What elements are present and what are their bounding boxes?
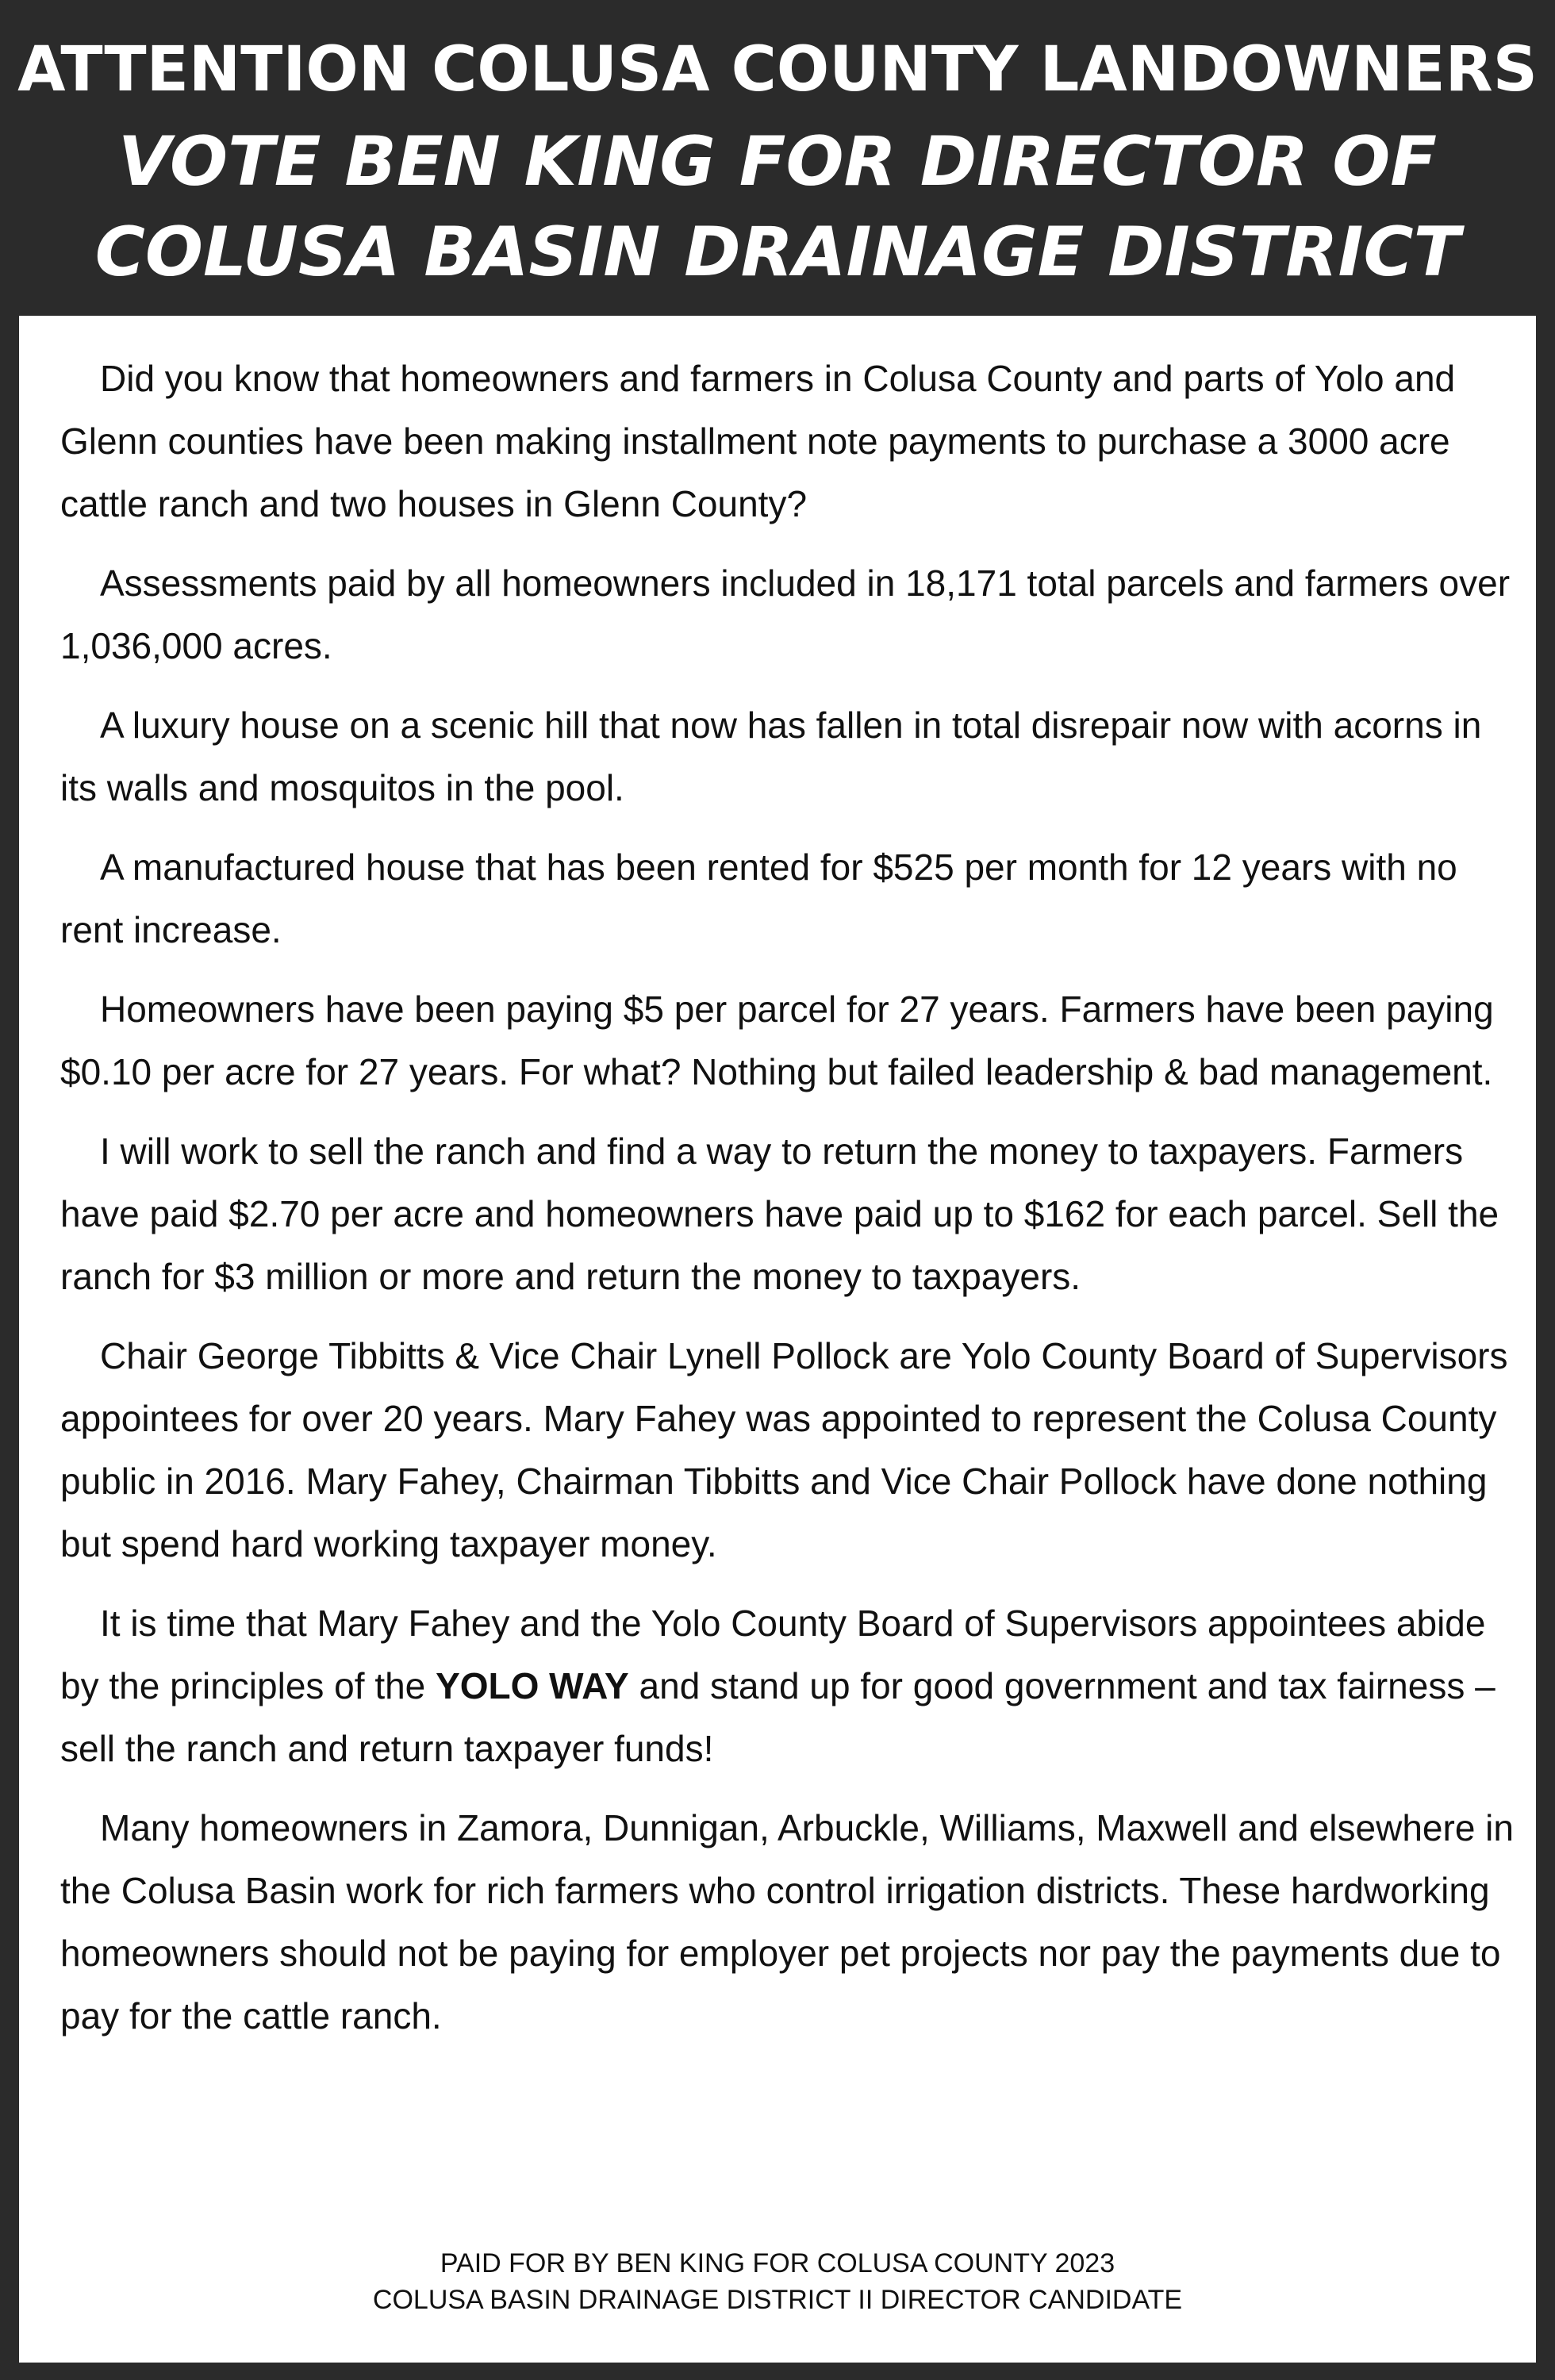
paragraph-yolo-way <box>60 1592 1520 1780</box>
yolo-way-text-before: It is time that Mary Fahey and the Yolo County Board of Supervisors appointees abide by the principles of the <box>60 1603 1486 1706</box>
ad-body-text <box>60 347 1520 2064</box>
paid-for-disclaimer <box>19 2245 1536 2318</box>
disclaimer-line-2: COLUSA BASIN DRAINAGE DISTRICT II DIRECTOR CANDIDATE <box>372 2285 1183 2315</box>
paragraph-sell-ranch: I will work to sell the ranch and find a way to return the money to taxpayers. Farmers have paid $2.70 per acre and homeowners have paid up to $162 for each parcel. Sell the ranch for $3 million or more and return the money to taxpayers. <box>60 1130 1499 1297</box>
paragraph-board-members: Chair George Tibbitts & Vice Chair Lynell Pollock are Yolo County Board of Supervisors appointees for over 20 years. Mary Fahey was appointed to represent the Colusa County public in 2016. Mary Fahey, Chairman Tibbitts and Vice Chair Pollock have done nothing but spend hard working taxpayer money. <box>60 1335 1508 1564</box>
ad-header <box>0 0 1555 316</box>
header-vote-line: VOTE BEN KING FOR DIRECTOR OF <box>117 122 1438 202</box>
paragraph-manufactured-house: A manufactured house that has been rented for $525 per month for 12 years with no rent increase. <box>60 846 1457 950</box>
yolo-way-text-after: and stand up for good government and tax fairness – sell the ranch and return taxpayer funds! <box>60 1665 1495 1769</box>
paragraph-ranch-purchase: Did you know that homeowners and farmers in Colusa County and parts of Yolo and Glenn counties have been making installment note payments to purchase a 3000 acre cattle ranch and two houses in Glenn County? <box>60 358 1456 524</box>
paragraph-homeowners: Many homeowners in Zamora, Dunnigan, Arbuckle, Williams, Maxwell and elsewhere in the Colusa Basin work for rich farmers who control irrigation districts. These hardworking homeowners should not be paying for employer pet projects nor pay the payments due to pay for the cattle ranch. <box>60 1807 1514 2036</box>
paragraph-luxury-house: A luxury house on a scenic hill that now has fallen in total disrepair now with acorns in its walls and mosquitos in the pool. <box>60 704 1482 808</box>
ad-body-panel <box>19 316 1536 2363</box>
yolo-way-emphasis: YOLO WAY <box>436 1665 629 1706</box>
disclaimer-line-1: PAID FOR BY BEN KING FOR COLUSA COUNTY 2023 <box>440 2248 1115 2278</box>
paragraph-payments: Homeowners have been paying $5 per parcel for 27 years. Farmers have been paying $0.10 per acre for 27 years. For what? Nothing but failed leadership & bad management. <box>60 988 1494 1092</box>
header-district-line: COLUSA BASIN DRAINAGE DISTRICT <box>94 213 1461 292</box>
header-attention-line: ATTENTION COLUSA COUNTY LANDOWNERS <box>17 34 1538 106</box>
paragraph-assessments: Assessments paid by all homeowners included in 18,171 total parcels and farmers over 1,036,000 acres. <box>60 562 1511 666</box>
